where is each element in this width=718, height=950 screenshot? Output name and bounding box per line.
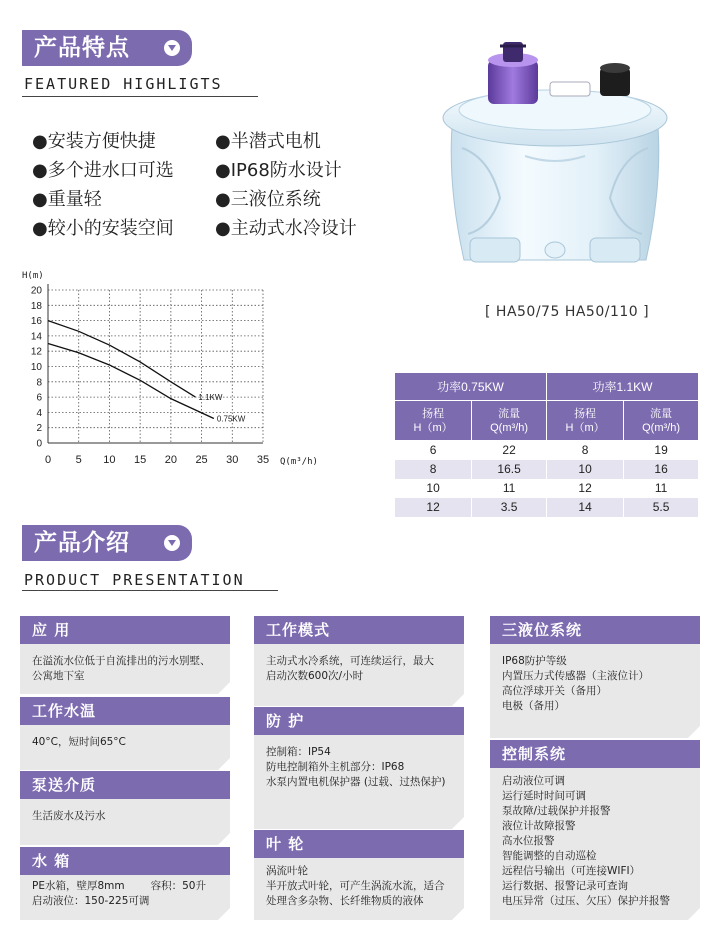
table-cell: 19 — [624, 441, 699, 460]
table-cell: 16.5 — [472, 460, 547, 479]
column-header: 扬程 H（m） — [395, 401, 472, 441]
feature-item: ●重量轻 — [32, 189, 102, 210]
y-tick-label: 6 — [36, 392, 42, 404]
corner-fold — [688, 908, 700, 920]
table-cell: 11 — [624, 479, 699, 498]
table-cell: 12 — [395, 498, 472, 517]
x-tick-label: 20 — [164, 454, 177, 466]
x-tick-label: 0 — [44, 454, 52, 466]
card-header-application: 应 用 — [20, 616, 230, 644]
feature-item: ●安装方便快捷 — [32, 131, 156, 152]
card-header-impeller: 叶 轮 — [254, 830, 464, 858]
product-caption: [ HA50/75 HA50/110 ] — [485, 304, 650, 320]
chart-x-axis-label: Q(m³/h) — [280, 457, 318, 467]
series-label: 0.75KW — [216, 414, 246, 424]
x-tick-label: 5 — [75, 454, 82, 466]
x-tick-label: 10 — [103, 454, 116, 466]
y-tick-label: 14 — [30, 331, 42, 343]
table-cell: 3.5 — [472, 498, 547, 517]
y-tick-label: 20 — [30, 285, 42, 297]
section-divider — [22, 590, 278, 591]
corner-fold — [452, 817, 464, 829]
x-tick-label: 30 — [226, 454, 239, 466]
card-body-mode: 主动式水冷系统，可连续运行，最大 启动次数600次/小时 — [254, 644, 464, 706]
section-subtitle-features: FEATURED HIGHLIGTS — [24, 75, 223, 93]
column-header: 流量 Q(m³/h) — [624, 401, 699, 441]
table-cell: 8 — [395, 460, 472, 479]
power-header: 功率0.75KW — [395, 373, 547, 401]
corner-fold — [688, 726, 700, 738]
section-title-presentation — [22, 525, 192, 561]
table-row — [395, 441, 699, 460]
table-cell: 8 — [546, 441, 623, 460]
feature-item: ●IP68防水设计 — [215, 160, 342, 181]
table-cell: 5.5 — [624, 498, 699, 517]
x-tick-label: 35 — [256, 454, 270, 466]
card-body-level-system: IP68防护等级 内置压力式传感器（主液位计） 高位浮球开关（备用） 电极（备用） — [490, 644, 700, 738]
table-cell: 10 — [546, 460, 623, 479]
table-cell: 11 — [472, 479, 547, 498]
corner-fold — [218, 758, 230, 770]
y-tick-label: 18 — [30, 300, 42, 312]
table-cell: 22 — [472, 441, 547, 460]
table-row — [395, 498, 699, 517]
card-header-level-system: 三液位系统 — [490, 616, 700, 644]
corner-fold — [452, 694, 464, 706]
corner-fold — [218, 908, 230, 920]
card-header-control: 控制系统 — [490, 740, 700, 768]
chart-ticks — [31, 286, 269, 467]
column-header: 流量 Q(m³/h) — [472, 401, 547, 441]
card-header-tank: 水 箱 — [20, 847, 230, 875]
card-body-impeller: 涡流叶轮 半开放式叶轮，可产生涡流水流，适合 处理含多杂物、长纤维物质的液体 — [254, 858, 464, 920]
column-header: 扬程 H（m） — [546, 401, 623, 441]
chevron-down-icon — [164, 535, 180, 551]
section-title-text: 产品介绍 — [34, 530, 130, 556]
card-body-protection: 控制箱：IP54 防电控制箱外主机部分：IP68 水泵内置电机保护器 (过载、过热保护) — [254, 735, 464, 829]
section-subtitle-presentation: PRODUCT PRESENTATION — [24, 571, 245, 589]
product-image — [430, 38, 680, 278]
series-label: 1.1KW — [198, 393, 223, 403]
feature-item: ●多个进水口可选 — [32, 160, 174, 181]
section-title-features — [22, 30, 192, 66]
y-tick-label: 0 — [36, 438, 42, 450]
series-line — [48, 321, 195, 398]
corner-fold — [452, 908, 464, 920]
chevron-down-icon — [164, 40, 180, 56]
y-tick-label: 4 — [36, 407, 42, 419]
y-tick-label: 2 — [36, 423, 42, 435]
series-line — [48, 344, 214, 419]
section-divider — [22, 96, 258, 97]
feature-item: ●半潜式电机 — [215, 131, 321, 152]
card-header-medium: 泵送介质 — [20, 771, 230, 799]
section-title-text: 产品特点 — [34, 35, 130, 61]
table-cell: 12 — [546, 479, 623, 498]
feature-item: ●三液位系统 — [215, 189, 321, 210]
table-cell: 6 — [395, 441, 472, 460]
card-body-application: 在溢流水位低于自流排出的污水别墅、 公寓地下室 — [20, 644, 230, 694]
table-row — [395, 460, 699, 479]
y-tick-label: 10 — [30, 362, 42, 373]
performance-chart — [18, 268, 338, 473]
card-body-water-temp: 40°C，短时间65°C — [20, 725, 230, 770]
spec-table — [394, 372, 699, 517]
table-cell: 14 — [546, 498, 623, 517]
x-tick-label: 25 — [195, 454, 208, 466]
card-header-mode: 工作模式 — [254, 616, 464, 644]
power-header: 功率1.1KW — [546, 373, 698, 401]
card-header-protection: 防 护 — [254, 707, 464, 735]
feature-item: ●较小的安装空间 — [32, 218, 174, 239]
card-header-water-temp: 工作水温 — [20, 697, 230, 725]
corner-fold — [218, 833, 230, 845]
corner-fold — [218, 682, 230, 694]
card-body-control: 启动液位可调 运行延时时间可调 泵故障/过载保护并报警 液位计故障报警 高水位报警 智能调整的自动巡检 远程信号输出（可连接WIFI） 运行数据、报警记录可查询 电压异常（过压、欠压）保护并报警 — [490, 768, 700, 920]
table-cell: 16 — [624, 460, 699, 479]
feature-item: ●主动式水冷设计 — [215, 218, 357, 239]
table-cell: 10 — [395, 479, 472, 498]
y-tick-label: 8 — [36, 377, 42, 389]
chart-y-axis-label: H(m) — [22, 271, 44, 281]
table-row — [395, 479, 699, 498]
y-tick-label: 16 — [30, 316, 42, 328]
card-body-tank: PE水箱，壁厚8mm 容积：50升 启动液位：150-225可调 — [20, 875, 230, 920]
y-tick-label: 12 — [30, 346, 42, 358]
x-tick-label: 15 — [134, 454, 147, 466]
card-body-medium: 生活废水及污水 — [20, 799, 230, 845]
